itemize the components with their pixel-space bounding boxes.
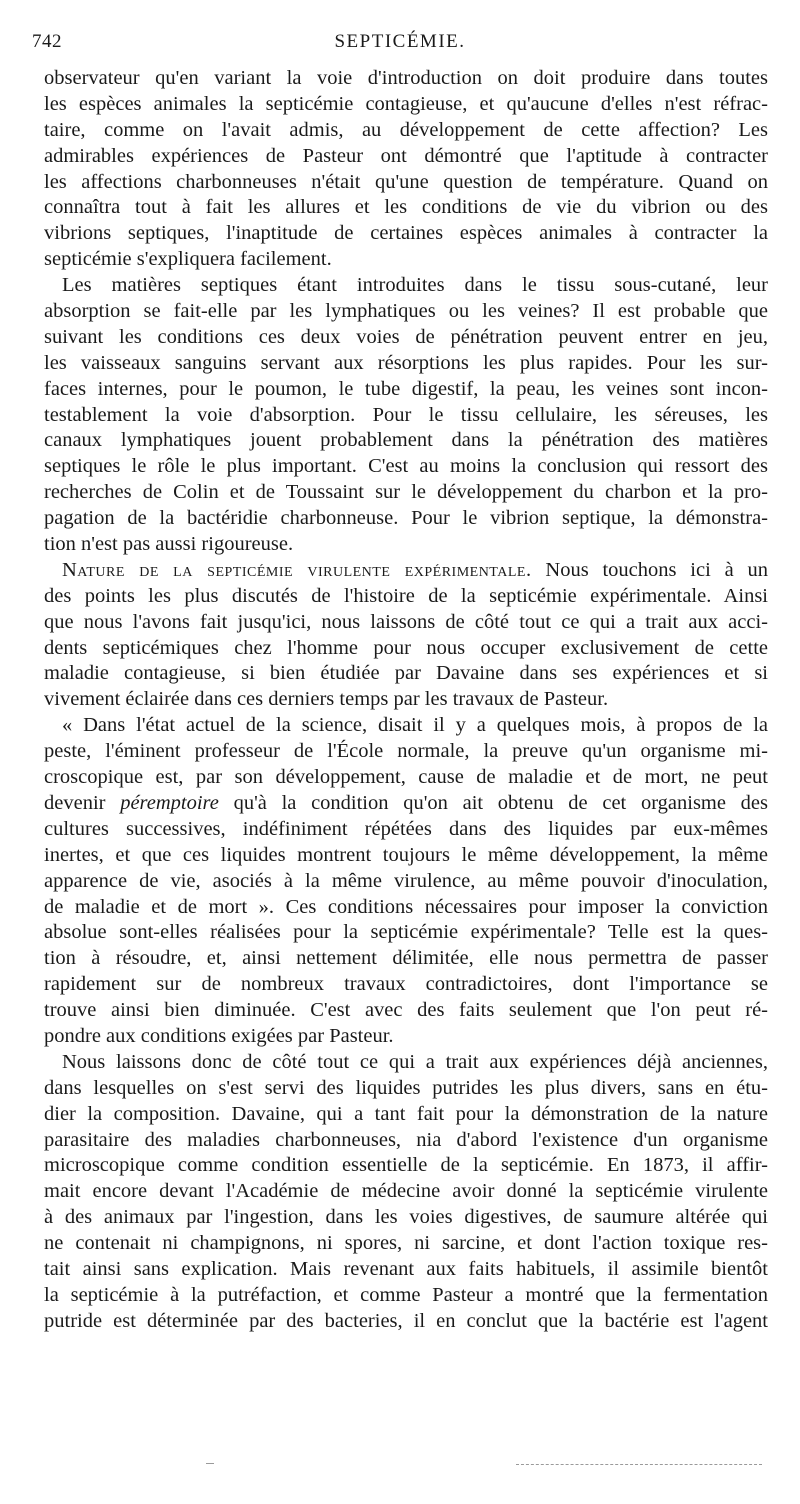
text-line: mait encore devant l'Académie de médecine avoir donné la septicémie virulente [44,1180,768,1203]
text-line: pondre aux conditions exigées par Pasteur. [44,1024,394,1047]
text-line: parasitaire des maladies charbonneuses, nia d'abord l'existence d'un organisme [44,1128,768,1151]
paragraph [44,273,768,558]
text-line: peste, l'éminent professeur de l'École normale, la preuve qu'un organisme mi- [44,740,768,763]
text-line: croscopique est, par son développement, cause de maladie et de mort, ne peut [44,766,768,789]
text-line: faces internes, pour le poumon, le tube digestif, la peau, les veines sont incon- [44,377,768,400]
text-line: des points les plus discutés de l'histoire de la septicémie expérimentale. Ainsi [44,584,768,607]
text-line: dier la composition. Davaine, qui a tant fait pour la démonstration de la nature [44,1102,768,1125]
paragraph [44,1050,768,1335]
text-line: apparence de vie, asociés à la même virulence, au même pouvoir d'inoculation, [44,869,768,892]
text-line: septicémie s'expliquera facilement. [44,248,332,271]
text-line: taire, comme on l'avait admis, au développement de cette affection? Les [44,118,768,141]
text-line: rapidement sur de nombreux travaux contradictoires, dont l'importance se [44,973,768,996]
text-line [44,791,768,817]
text-line: dans lesquelles on s'est servi des liquides putrides les plus divers, sans en étu- [44,1076,768,1099]
text-line: ne contenait ni champignons, ni spores, ni sarcine, et dont l'action toxique res- [44,1232,768,1255]
text-line: observateur qu'en variant la voie d'introduction on doit produire dans toutes [44,67,768,89]
heading-continuation: Nous touchons ici à un [545,558,768,581]
text-line: canaux lymphatiques jouent probablement dans la pénétration des matières [44,429,768,452]
text-line: « Dans l'état actuel de la science, disait il y a quelques mois, à propos de la [62,714,768,737]
text-line: les espèces animales la septicémie contagieuse, et qu'aucune d'elles n'est réfrac- [44,92,768,115]
page-number: 742 [32,31,62,52]
text-line: inertes, et que ces liquides montrent toujours le même développement, la même [44,843,768,866]
text-line: cultures successives, indéfiniment répétées dans des liquides par eux-mêmes [44,817,768,840]
text-line: absorption se fait-elle par les lymphatiques ou les veines? Il est probable que [44,300,768,323]
paragraph [44,713,768,1050]
footer-rule [516,1464,762,1465]
paragraph [44,558,768,713]
text-line: maladie contagieuse, si bien étudiée par Davaine dans ses expériences et si [44,662,768,685]
text-line: dents septicémiques chez l'homme pour nous occuper exclusivement de cette [44,636,768,659]
text-line: tion à résoudre, et, ainsi nettement délimitée, elle nous permettra de passer [44,947,768,970]
text-line: Nous laissons donc de côté tout ce qui a trait aux expériences déjà anciennes, [62,1050,768,1073]
text-line: que nous l'avons fait jusqu'ici, nous laissons de côté tout ce qui a trait aux acci- [44,610,768,633]
text-segment: devenir [44,791,121,814]
text-line [44,558,768,584]
section-heading: Nature de la septicémie virulente expérimentale. [62,558,532,581]
paragraph [44,66,768,273]
text-line: admirables expériences de Pasteur ont démontré que l'aptitude à contracter [44,144,768,167]
italic-word: péremptoire [120,791,219,814]
text-line: de maladie et de mort ». Ces conditions nécessaires pour imposer la conviction [44,895,768,918]
text-line: pagation de la bactéridie charbonneuse. Pour le vibrion septique, la démonstra- [44,507,768,530]
text-line: absolue sont-elles réalisées pour la septicémie expérimentale? Telle est la ques- [44,921,768,944]
text-line: les vaisseaux sanguins servant aux résorptions les plus rapides. Pour les sur- [44,351,768,374]
text-line: tait ainsi sans explication. Mais revenant aux faits habituels, il assimile bientôt [44,1257,768,1280]
running-head: SEPTICÉMIE. [334,31,466,52]
text-line: connaîtra tout à fait les allures et les conditions de vie du vibrion ou des [44,196,768,219]
text-line: recherches de Colin et de Toussaint sur le développement du charbon et la pro- [44,481,768,504]
page-header [32,31,768,59]
text-line: microscopique comme condition essentielle de la septicémie. En 1873, il affir- [44,1154,768,1177]
text-line: les affections charbonneuses n'était qu'une question de température. Quand on [44,170,768,193]
body-text [44,66,768,1335]
text-line: putride est déterminée par des bacteries, il en conclut que la bactérie est l'agent [44,1309,768,1332]
text-line: tion n'est pas aussi rigoureuse. [44,533,294,556]
text-line: Les matières septiques étant introduites dans le tissu sous-cutané, leur [62,274,768,297]
text-line: suivant les conditions ces deux voies de pénétration peuvent entrer en jeu, [44,325,768,348]
text-line: trouve ainsi bien diminuée. C'est avec des faits seulement que l'on peut ré- [44,999,768,1022]
text-line: la septicémie à la putréfaction, et comme Pasteur a montré que la fermentation [44,1283,768,1306]
text-line: testablement la voie d'absorption. Pour le tissu cellulaire, les séreuses, les [44,403,768,426]
footer-mark [206,1463,214,1464]
text-line: septiques le rôle le plus important. C'est au moins la conclusion qui ressort des [44,455,768,478]
text-line: à des animaux par l'ingestion, dans les voies digestives, de saumure altérée qui [44,1206,768,1229]
text-line: vibrions septiques, l'inaptitude de certaines espèces animales à contracter la [44,222,768,245]
text-line: vivement éclairée dans ces derniers temps par les travaux de Pasteur. [44,688,609,711]
text-segment: qu'à la condition qu'on ait obtenu de cet organisme des [218,791,768,814]
